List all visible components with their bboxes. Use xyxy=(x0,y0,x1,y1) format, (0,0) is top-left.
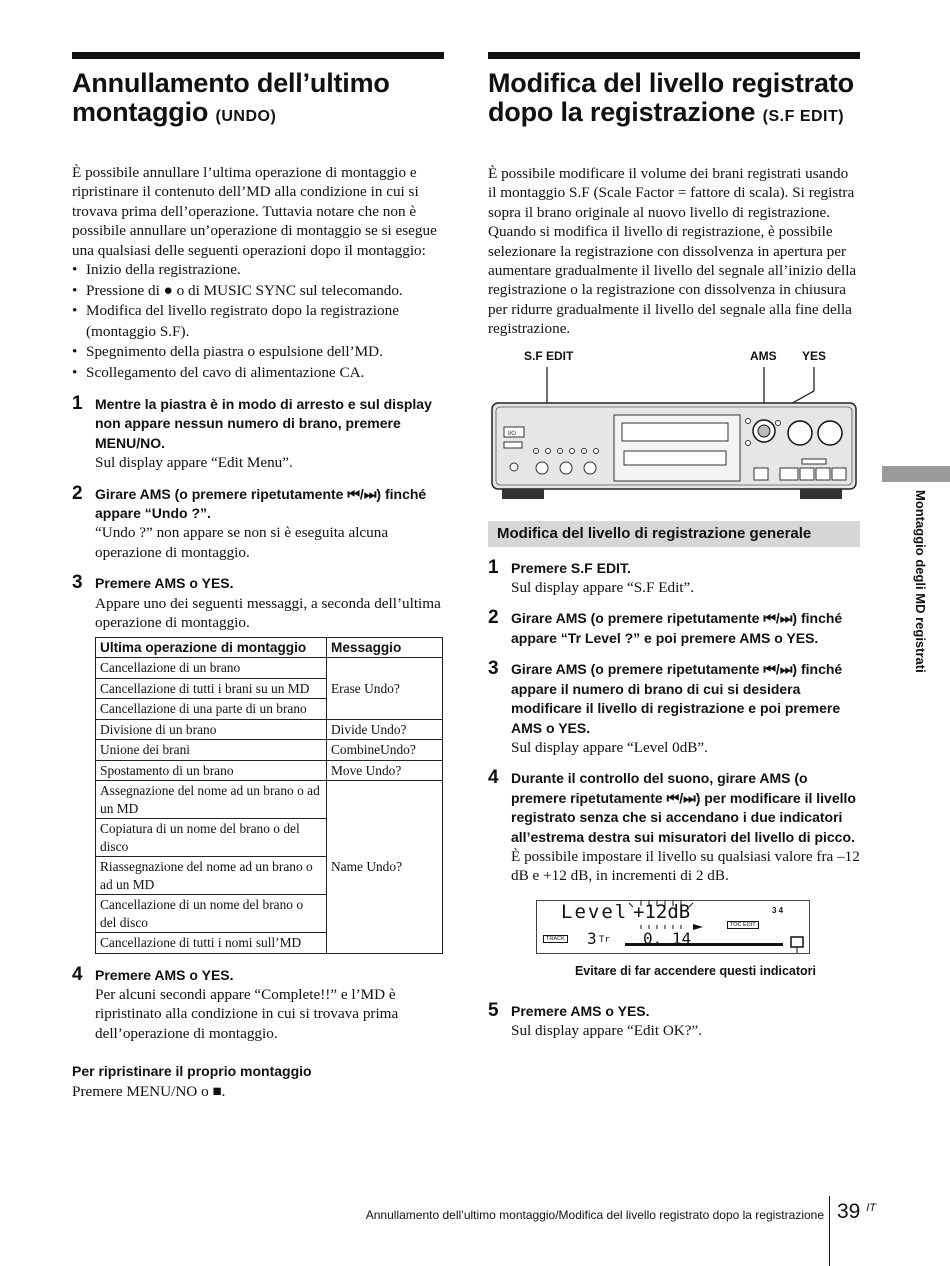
step-instruction: Girare AMS (o premere ripetutamente ⏮/⏭) finché appare “Undo ?”. xyxy=(95,485,427,522)
list-item: • Modifica del livello registrato dopo la registrazione (montaggio S.F). xyxy=(72,301,444,342)
indicator-caption: Evitare di far accendere questi indicatori xyxy=(574,963,816,978)
table-cell: CombineUndo? xyxy=(327,740,443,761)
undo-title-text: Annullamento dell’ultimo montaggio xyxy=(72,68,390,127)
page-number xyxy=(837,1200,876,1224)
step-instruction: Mentre la piastra è in modo di arresto e sul display non appare nessun numero di brano, premere MENU/NO. xyxy=(95,396,432,451)
table-row xyxy=(96,760,443,781)
table-cell: Divisione di un brano xyxy=(96,719,327,740)
table-cell: Erase Undo? xyxy=(327,658,443,720)
table-cell: Cancellazione di tutti i brani su un MD xyxy=(96,678,327,699)
table-cell: Riassegnazione del nome ad un brano o ad un MD xyxy=(96,857,327,895)
table-row xyxy=(96,719,443,740)
table-cell: Unione dei brani xyxy=(96,740,327,761)
sf-edit-callout: S.F EDIT xyxy=(524,348,574,363)
step-description: Appare uno dei seguenti messaggi, a seconda dell’ultima operazione di montaggio. xyxy=(95,594,441,632)
column-header: Messaggio xyxy=(327,637,443,658)
undo-step-2 xyxy=(72,482,444,563)
lcd-track-badge: TRACK xyxy=(543,935,568,943)
list-item: • Spegnimento della piastra o espulsione dell’MD. xyxy=(72,342,444,363)
step-instruction: Girare AMS (o premere ripetutamente ⏮/⏭) finché appare “Tr Level ?” e poi premere AMS o YES. xyxy=(511,610,843,646)
step-description: Per alcuni secondi appare “Complete!!” e l’MD è ripristinato alla condizione in cui si trovava prima dell’operazione di montaggio. xyxy=(95,985,399,1042)
sf-step-4 xyxy=(488,769,860,885)
sf-step-1 xyxy=(488,556,860,598)
sf-step-3 xyxy=(488,660,860,757)
step-number: 4 xyxy=(72,963,83,985)
running-footer: Annullamento dell’ultimo montaggio/Modifica del livello registrato dopo la registrazione xyxy=(365,1208,824,1222)
page-language: IT xyxy=(866,1202,876,1214)
step-description: Sul display appare “Edit OK?”. xyxy=(511,1022,703,1040)
undo-title-tag: (UNDO) xyxy=(215,108,277,125)
step-number: 1 xyxy=(488,556,499,578)
table-cell: Cancellazione di un nome del brano o del disco xyxy=(96,895,327,933)
lcd-track-number: 3 xyxy=(587,928,597,948)
list-item: • Pressione di ● o di MUSIC SYNC sul telecomando. xyxy=(72,281,444,302)
table-row xyxy=(96,781,443,819)
footer-rule xyxy=(829,1196,830,1266)
svg-text:I/⏻: I/⏻ xyxy=(508,430,517,437)
step-number: 5 xyxy=(488,999,499,1021)
lcd-track-numbers: 3 4 xyxy=(772,905,784,915)
step-number: 2 xyxy=(488,607,499,629)
table-cell: Cancellazione di un brano xyxy=(96,658,327,679)
table-cell: Cancellazione di una parte di un brano xyxy=(96,699,327,720)
step-description: Sul display appare “Level 0dB”. xyxy=(511,738,708,756)
sf-step-2 xyxy=(488,609,860,648)
step-instruction: Girare AMS (o premere ripetutamente ⏮/⏭) finché appare il numero di brano di cui si desidera modificare il livello di registrazione e poi premere AMS o YES. xyxy=(511,661,843,736)
lcd-tr-label: Tr xyxy=(599,934,610,945)
step-number: 1 xyxy=(72,393,83,415)
chapter-tab xyxy=(882,466,950,482)
step-description: Sul display appare “S.F Edit”. xyxy=(511,579,695,597)
step-instruction: Premere AMS o YES. xyxy=(95,575,234,592)
step-description: Sul display appare “Edit Menu”. xyxy=(95,454,293,472)
step-instruction: Premere AMS o YES. xyxy=(95,966,234,983)
step-instruction: Premere S.F EDIT. xyxy=(511,559,631,576)
table-cell: Move Undo? xyxy=(327,760,443,781)
yes-callout: YES xyxy=(802,348,827,363)
step-description: “Undo ?” non appare se non si è eseguita alcuna operazione di montaggio. xyxy=(95,524,389,561)
undo-section-title xyxy=(72,69,444,131)
lcd-display-illustration xyxy=(536,900,810,954)
restore-text: Premere MENU/NO o ■. xyxy=(72,1083,226,1101)
general-level-subsection: Modifica del livello di registrazione generale xyxy=(488,521,860,547)
title-rule xyxy=(72,52,444,59)
lcd-toc-edit-badge: TOC EDIT xyxy=(727,921,759,929)
table-cell: Name Undo? xyxy=(327,781,443,954)
lcd-level-value: +12dB xyxy=(633,900,691,923)
undo-intro: È possibile annullare l’ultima operazione di montaggio e ripristinare il contenuto dell’MD alla condizione in cui si trovava prima dell’operazione. Tuttavia notare che non è possibile annullare un’operazione di montaggio se si esegue una qualsiasi delle seguenti operazioni dopo il montaggio: xyxy=(72,164,437,259)
sf-step-5 xyxy=(488,999,860,1041)
chapter-tab-label xyxy=(908,490,928,700)
lcd-level-text: Level xyxy=(561,900,629,923)
table-row xyxy=(96,658,443,679)
table-header-row xyxy=(96,637,443,658)
list-item: • Scollegamento del cavo di alimentazione CA. xyxy=(72,363,444,384)
sf-edit-section-title xyxy=(488,69,860,131)
lcd-time: 0. 14 xyxy=(643,928,692,948)
page-number-value: 39 xyxy=(837,1200,861,1223)
step-number: 3 xyxy=(72,572,83,594)
undo-step-3 xyxy=(72,574,444,632)
title-rule xyxy=(488,52,860,59)
chapter-tab-text: Montaggio degli MD registrati xyxy=(913,490,928,673)
undo-exceptions-list xyxy=(72,260,444,383)
step-number: 4 xyxy=(488,767,499,789)
step-number: 3 xyxy=(488,658,499,680)
restore-heading: Per ripristinare il proprio montaggio xyxy=(72,1063,312,1080)
table-cell: Assegnazione del nome ad un brano o ad un MD xyxy=(96,781,327,819)
right-column xyxy=(488,52,860,1041)
left-column xyxy=(72,52,444,1102)
undo-step-4 xyxy=(72,963,444,1044)
list-item: • Inizio della registrazione. xyxy=(72,260,444,281)
sf-edit-title-tag: (S.F EDIT) xyxy=(762,108,845,125)
table-row xyxy=(96,740,443,761)
sf-edit-intro: È possibile modificare il volume dei brani registrati usando il montaggio S.F (Scale Factor = fattore di scala). Si registra sopra il brano originale al nuovo livello di registrazione. Quando si modifica il livello di registrazione, è possibile selezionare la registrazione con dissolvenza in apertura per aumentare gradualmente il livello del segnale all’inizio della registrazione o la registrazione con dissolvenza in chiusura per ridurre gradualmente il livello del segnale alla fine della registrazione. xyxy=(488,165,857,338)
undo-messages-table xyxy=(95,637,443,954)
table-cell: Copiatura di un nome del brano o del disco xyxy=(96,819,327,857)
table-cell: Spostamento di un brano xyxy=(96,760,327,781)
step-instruction: Premere AMS o YES. xyxy=(511,1002,650,1019)
step-description: È possibile impostare il livello su qualsiasi valore fra –12 dB e +12 dB, in incrementi di 2 dB. xyxy=(511,847,860,885)
sf-edit-title-text: Modifica del livello registrato dopo la registrazione xyxy=(488,68,854,127)
undo-step-1 xyxy=(72,395,444,473)
column-header: Ultima operazione di montaggio xyxy=(96,637,327,658)
deck-drawing xyxy=(488,367,860,507)
step-instruction: Durante il controllo del suono, girare AMS (o premere ripetutamente ⏮/⏭) per modificare il livello registrato senza che si accendano i due indicatori all’estrema destra sui misuratori del livello di picco. xyxy=(511,770,856,845)
md-deck-illustration xyxy=(488,349,860,509)
ams-callout: AMS xyxy=(750,348,777,363)
table-cell: Divide Undo? xyxy=(327,719,443,740)
step-number: 2 xyxy=(72,482,83,504)
table-cell: Cancellazione di tutti i nomi sull’MD xyxy=(96,933,327,954)
